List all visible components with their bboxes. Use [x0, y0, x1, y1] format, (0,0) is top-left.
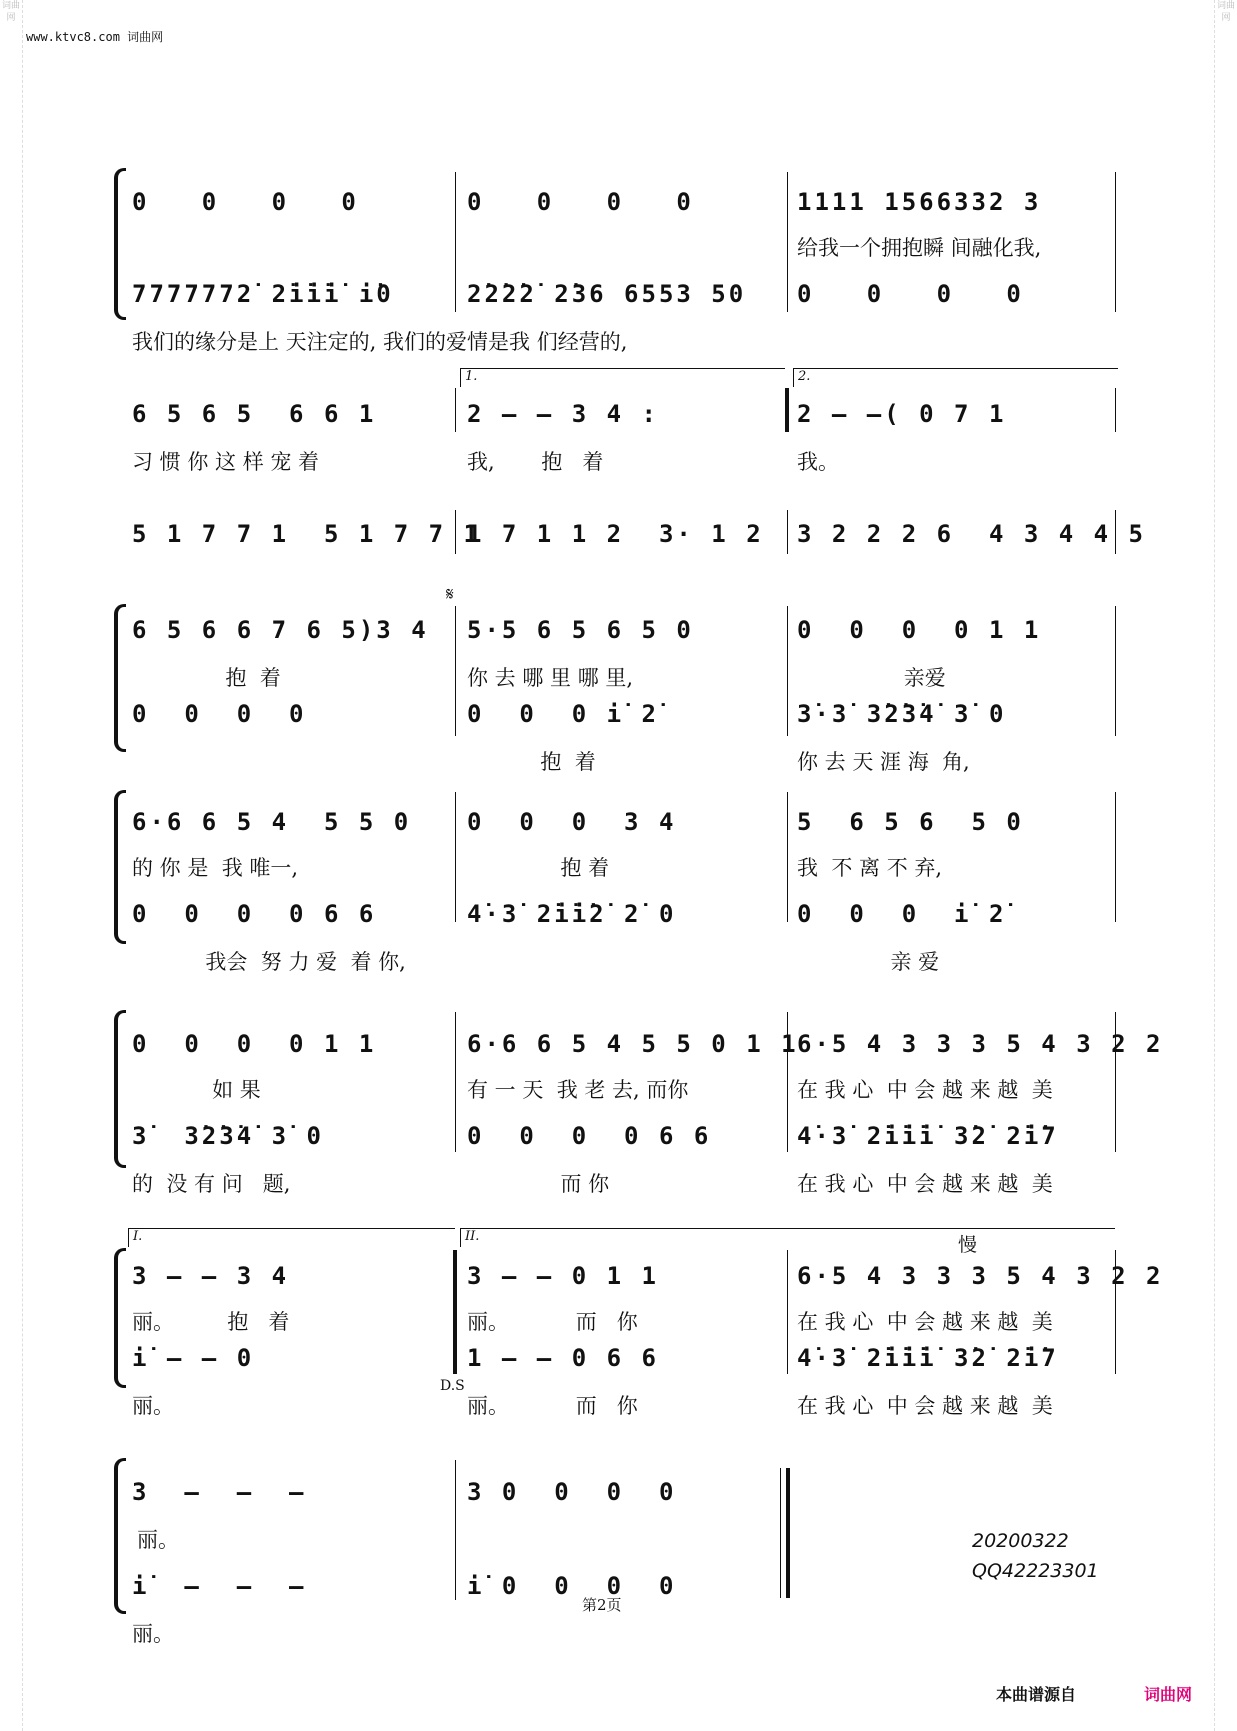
volta-II: II. — [460, 1228, 1115, 1247]
lyric-text: 亲爱 — [797, 666, 946, 690]
measure: 7777772̇ 2̇i̇i̇i̇ i̇0 — [132, 280, 394, 308]
measure: 6·5 4 3 3 3 5 4 3 2 2 — [797, 1262, 1164, 1290]
lyric-line — [132, 662, 1132, 692]
measure: 2̇2̇2̇2̇ 2̇36 6553 50 — [467, 280, 747, 308]
measure: i̇ – – – — [132, 1572, 307, 1600]
measure: 0 0 0 0 — [132, 188, 359, 216]
lyric-text: 你 去 哪 里 哪 里, — [467, 666, 634, 690]
measure: 5 1 7 7 1 5 1 7 7 1 — [132, 520, 481, 548]
lyric-line — [132, 1390, 1132, 1420]
staff-row — [132, 1262, 1164, 1296]
system-brace — [114, 168, 126, 320]
lyric-text: 抱 着 — [132, 666, 281, 690]
system-brace — [114, 1010, 126, 1168]
lyric-line — [132, 746, 1132, 776]
lyric-text: 我。 — [797, 450, 839, 474]
measure: 6·6 6 5 4 5 5 0 1 1 — [467, 1030, 799, 1058]
measure: 3̇ 3̇2̇3̇4̇ 3̇ 0 — [132, 1122, 324, 1150]
lyric-text: 丽。 — [137, 1528, 179, 1552]
volta-I: I. — [128, 1228, 455, 1247]
staff-row — [132, 1030, 1164, 1064]
tempo-mark: 慢 — [958, 1234, 978, 1256]
measure: 2 – –( 0 7 1 — [797, 400, 1007, 428]
measure: 0 0 0 0 6 6 — [467, 1122, 712, 1150]
segno-sign: 𝄋 — [446, 584, 454, 605]
staff-row — [132, 188, 1132, 222]
lyric-text: 丽。 抱 着 — [132, 1310, 290, 1334]
lyric-line — [132, 852, 1132, 882]
measure: 2 – – 3 4 : — [467, 400, 659, 428]
lyric-text: 习 惯 你 这 样 宠 着 — [132, 450, 320, 474]
measure: 0 0 0 0 1 1 — [797, 616, 1042, 644]
lyric-text: 丽。 而 你 — [467, 1310, 638, 1334]
staff-row — [132, 900, 1132, 934]
measure: 3 – – 0 1 1 — [467, 1262, 659, 1290]
lyric-line — [132, 326, 1132, 356]
lyric-text: 在 我 心 中 会 越 来 越 美 — [797, 1078, 1053, 1102]
measure: 4̇·3̇ 2̇i̇i̇2̇ 2̇ 0 — [467, 900, 677, 928]
measure: 3 2 2 2 6 4 3 4 4 5 — [797, 520, 1146, 548]
measure: 3 0 0 0 0 — [467, 1478, 677, 1506]
measure: 0 0 0 0 — [797, 280, 1024, 308]
measure: 0 0 0 i̇ 2̇ — [467, 700, 659, 728]
staff-row — [132, 1478, 1132, 1512]
measure: 1 7 1 1 2 3· 1 2 — [467, 520, 764, 548]
lyric-line — [132, 1524, 432, 1554]
lyric-text: 丽。 — [132, 1394, 174, 1418]
lyric-text: 你 去 天 涯 海 角, — [797, 750, 970, 774]
measure: 4̇·3̇ 2̇i̇i̇i̇ 3̇2̇ 2̇i̇7 — [797, 1122, 1059, 1150]
measure: i̇ – – 0 — [132, 1344, 255, 1372]
staff-row — [132, 1344, 1132, 1378]
site-label: www.ktvc8.com 词曲网 — [26, 30, 164, 44]
system-brace — [114, 604, 126, 752]
volta-1: 1. — [460, 368, 785, 387]
lyric-text: 我会 努 力 爱 着 你, — [132, 950, 406, 974]
qq-stamp: QQ42223301 — [972, 1560, 1099, 1582]
lyric-text: 在 我 心 中 会 越 来 越 美 — [797, 1172, 1053, 1196]
lyric-line — [132, 946, 1132, 976]
lyric-text: 而 你 — [467, 1172, 610, 1196]
measure: 0 0 0 i̇ 2̇ — [797, 900, 1007, 928]
lyric-text: 丽。 — [132, 1622, 174, 1646]
lyric-text: 丽。 而 你 — [467, 1394, 638, 1418]
footer-source: 本曲谱源自 — [996, 1685, 1077, 1704]
lyric-text: 抱 着 — [467, 750, 596, 774]
lyric-line — [132, 446, 1132, 476]
lyric-text: 我 不 离 不 弃, — [797, 856, 943, 880]
measure: 0 0 0 0 6 6 — [132, 900, 377, 928]
measure: i̇ 0 0 0 0 — [467, 1572, 677, 1600]
lyric-text: 在 我 心 中 会 越 来 越 美 — [797, 1310, 1053, 1334]
measure: 3 – – 3 4 — [132, 1262, 290, 1290]
system-brace — [114, 1458, 126, 1614]
lyric-text: 给我一个拥抱瞬 间融化我, — [797, 236, 1042, 260]
measure: 0 0 0 0 1 1 — [132, 1030, 377, 1058]
staff-row — [132, 400, 1132, 434]
measure: 5·5 6 5 6 5 0 — [467, 616, 694, 644]
measure: 5 6 5 6 5 0 — [797, 808, 1024, 836]
measure: 1 – – 0 6 6 — [467, 1344, 659, 1372]
measure: 3 – – – — [132, 1478, 307, 1506]
system-brace — [114, 1248, 126, 1388]
staff-row — [132, 700, 1132, 734]
lyric-line — [132, 1306, 1132, 1336]
lyric-text: 亲 爱 — [797, 950, 940, 974]
lyric-text: 我, 抱 着 — [467, 450, 604, 474]
lyric-text: 在 我 心 中 会 越 来 越 美 — [797, 1394, 1053, 1418]
lyric-text: 的 没 有 问 题, — [132, 1172, 291, 1196]
measure: 6·5 4 3 3 3 5 4 3 2 2 — [797, 1030, 1164, 1058]
measure: 0 0 0 0 — [467, 188, 694, 216]
staff-row — [132, 808, 1132, 842]
lyric-line — [132, 232, 1132, 262]
measure: 6·6 6 5 4 5 5 0 — [132, 808, 412, 836]
lyric-line — [132, 1618, 432, 1648]
date-stamp: 20200322 — [972, 1530, 1069, 1552]
measure: 6 5 6 5 6 6 1 — [132, 400, 377, 428]
volta-2: 2. — [793, 368, 1118, 387]
system-brace — [114, 790, 126, 944]
staff-row — [132, 520, 1146, 554]
measure: 3̇·3̇ 3̇2̇3̇4̇ 3̇ 0 — [797, 700, 1007, 728]
lyric-text: 有 一 天 我 老 去, 而你 — [467, 1078, 689, 1102]
lyric-text: 我们的缘分是上 天注定的, 我们的爱情是我 们经营的, — [132, 330, 628, 354]
lyric-text: 如 果 — [132, 1078, 261, 1102]
measure: 6 5 6 6 7 6 5)3 4 — [132, 616, 429, 644]
staff-row — [132, 616, 1132, 650]
measure: 0 0 0 0 — [132, 700, 307, 728]
staff-row — [132, 280, 1132, 314]
lyric-text: 的 你 是 我 唯一, — [132, 856, 299, 880]
lyric-line — [132, 1074, 1132, 1104]
footer-site-link[interactable]: 词曲网 — [1144, 1685, 1193, 1704]
left-watermark-strip: 词曲网 — [0, 0, 23, 1731]
measure: 1111 1566332 3 — [797, 188, 1042, 216]
measure: 0 0 0 3 4 — [467, 808, 677, 836]
ds-mark: D.S — [440, 1378, 465, 1394]
staff-row — [132, 1122, 1132, 1156]
right-watermark-strip: 词曲网 — [1214, 0, 1237, 1731]
measure: 4̇·3̇ 2̇i̇i̇i̇ 3̇2̇ 2̇i̇7 — [797, 1344, 1059, 1372]
page-number: 第2页 — [582, 1596, 622, 1614]
lyric-line — [132, 1168, 1132, 1198]
lyric-text: 抱 着 — [467, 856, 610, 880]
